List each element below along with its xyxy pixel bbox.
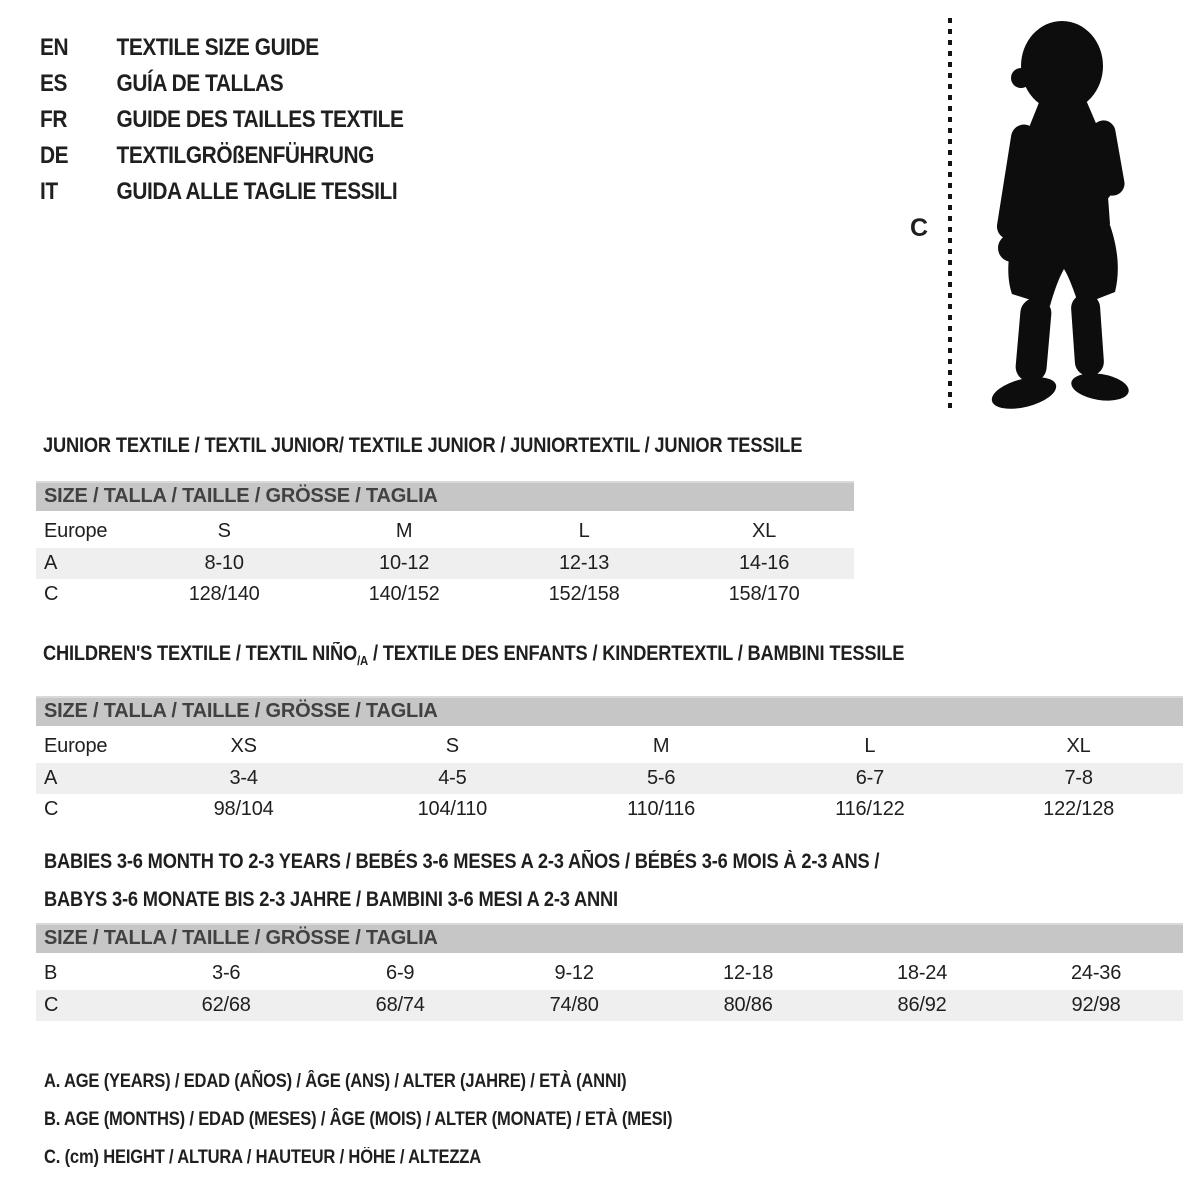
value-cell: 92/98 [1071,994,1121,1016]
heading-line-1: BABIES 3-6 MONTH TO 2-3 YEARS / BEBÉS 3-6 MESES A 2-3 AÑOS / BÉBÉS 3-6 MOIS À 2-3 ANS / [44,850,880,873]
section-heading-children [36,642,904,673]
row-label: Europe [44,734,108,757]
size-header-bar: SIZE / TALLA / TAILLE / GRÖSSE / TAGLIA [36,696,1183,726]
height-dashed-line [946,16,954,416]
section-heading-babies [36,843,1183,919]
section-junior-textile [36,434,854,610]
row-label: C [44,583,59,605]
toddler-silhouette-icon [962,12,1152,420]
value-cell: 116/122 [835,798,905,821]
size-cell: S [217,519,231,542]
language-code: DE [40,142,69,169]
language-title: TEXTILGRÖßENFÜHRUNG [116,142,374,169]
section-heading-junior: JUNIOR TEXTILE / TEXTIL JUNIOR/ TEXTILE JUNIOR / JUNIORTEXTIL / JUNIOR TESSILE [42,434,803,457]
size-cell: L [578,519,590,542]
height-measure-label: C [910,214,929,242]
value-cell: 4-5 [438,767,467,790]
value-cell: 3-6 [212,961,241,984]
row-label: C [44,798,59,821]
value-cell: 128/140 [188,583,260,605]
row-label: C [44,994,59,1016]
value-cell: 152/158 [548,583,620,605]
value-cell: 74/80 [549,994,599,1016]
language-title: TEXTILE SIZE GUIDE [116,34,319,61]
children-size-table [36,696,1183,825]
value-cell: 68/74 [375,994,425,1016]
heading-line-2: BABYS 3-6 MONATE BIS 2-3 JAHRE / BAMBINI 3-6 MESI A 2-3 ANNI [44,888,618,911]
heading-text: / TEXTILE DES ENFANTS / KINDERTEXTIL / BAMBINI TESSILE [368,642,905,665]
row-label: B [44,961,58,984]
value-cell: 80/86 [723,994,773,1016]
value-cell: 8-10 [204,552,244,574]
heading-subscript: /A [357,653,369,669]
language-row-de [40,138,403,174]
language-title: GUIDA ALLE TAGLIE TESSILI [116,178,398,205]
height-cm-row [36,794,1183,825]
language-code: EN [40,34,69,61]
size-cell: XS [230,734,257,757]
row-label: A [44,552,58,574]
value-cell: 5-6 [646,767,676,790]
language-title: GUIDE DES TAILLES TEXTILE [116,106,404,133]
age-months-row [36,956,1183,990]
size-cell: S [445,734,459,757]
value-cell: 12-13 [559,552,610,574]
value-cell: 62/68 [201,994,251,1016]
height-cm-row [36,579,854,610]
value-cell: 3-4 [229,767,258,790]
language-row-fr [40,102,403,138]
value-cell: 158/170 [728,583,800,605]
row-label: A [44,767,58,790]
section-children-textile [36,642,1183,825]
size-cell: M [652,734,670,757]
section-babies-textile [36,843,1183,1021]
value-cell: 10-12 [379,552,430,574]
value-cell: 24-36 [1070,961,1122,984]
language-code: IT [40,178,58,205]
value-cell: 12-18 [723,961,774,984]
value-cell: 104/110 [417,798,488,821]
language-code: ES [40,70,67,97]
height-cm-row [36,990,1183,1021]
value-cell: 7-8 [1064,767,1093,790]
legend-line-b: B. AGE (MONTHS) / EDAD (MESES) / ÂGE (MOIS) / ALTER (MONATE) / ETÀ (MESI) [44,1109,673,1130]
language-code: FR [40,106,67,133]
measure-legend [44,1063,1200,1177]
value-cell: 110/116 [627,798,696,821]
value-cell: 14-16 [738,552,790,574]
language-title-list [40,30,458,210]
value-cell: 140/152 [368,583,440,605]
babies-size-table [36,923,1183,1021]
heading-text: CHILDREN'S TEXTILE / TEXTIL NIÑO [42,642,358,665]
age-years-row [36,763,1183,794]
value-cell: 6-7 [855,767,884,790]
size-cell: L [864,734,876,757]
age-years-row [36,548,854,579]
junior-size-table [36,481,854,610]
language-title: GUÍA DE TALLAS [116,70,284,97]
language-row-en [40,30,403,66]
value-cell: 9-12 [554,961,594,984]
language-row-es [40,66,403,102]
value-cell: 98/104 [213,798,274,821]
size-cell: XL [752,519,777,542]
table-header-row [36,514,854,548]
legend-line-a: A. AGE (YEARS) / EDAD (AÑOS) / ÂGE (ANS) / ALTER (JAHRE) / ETÀ (ANNI) [44,1071,627,1092]
size-cell: XL [1066,734,1091,757]
table-header-row [36,729,1183,763]
size-header-bar: SIZE / TALLA / TAILLE / GRÖSSE / TAGLIA [36,923,1183,953]
size-cell: M [395,519,413,542]
language-row-it [40,174,403,210]
size-header-bar: SIZE / TALLA / TAILLE / GRÖSSE / TAGLIA [36,481,854,511]
value-cell: 18-24 [897,961,948,984]
row-label: Europe [44,519,108,542]
value-cell: 6-9 [386,961,415,984]
value-cell: 86/92 [897,994,947,1016]
value-cell: 122/128 [1043,798,1115,821]
legend-line-c: C. (cm) HEIGHT / ALTURA / HAUTEUR / HÖHE / ALTEZZA [44,1147,481,1168]
